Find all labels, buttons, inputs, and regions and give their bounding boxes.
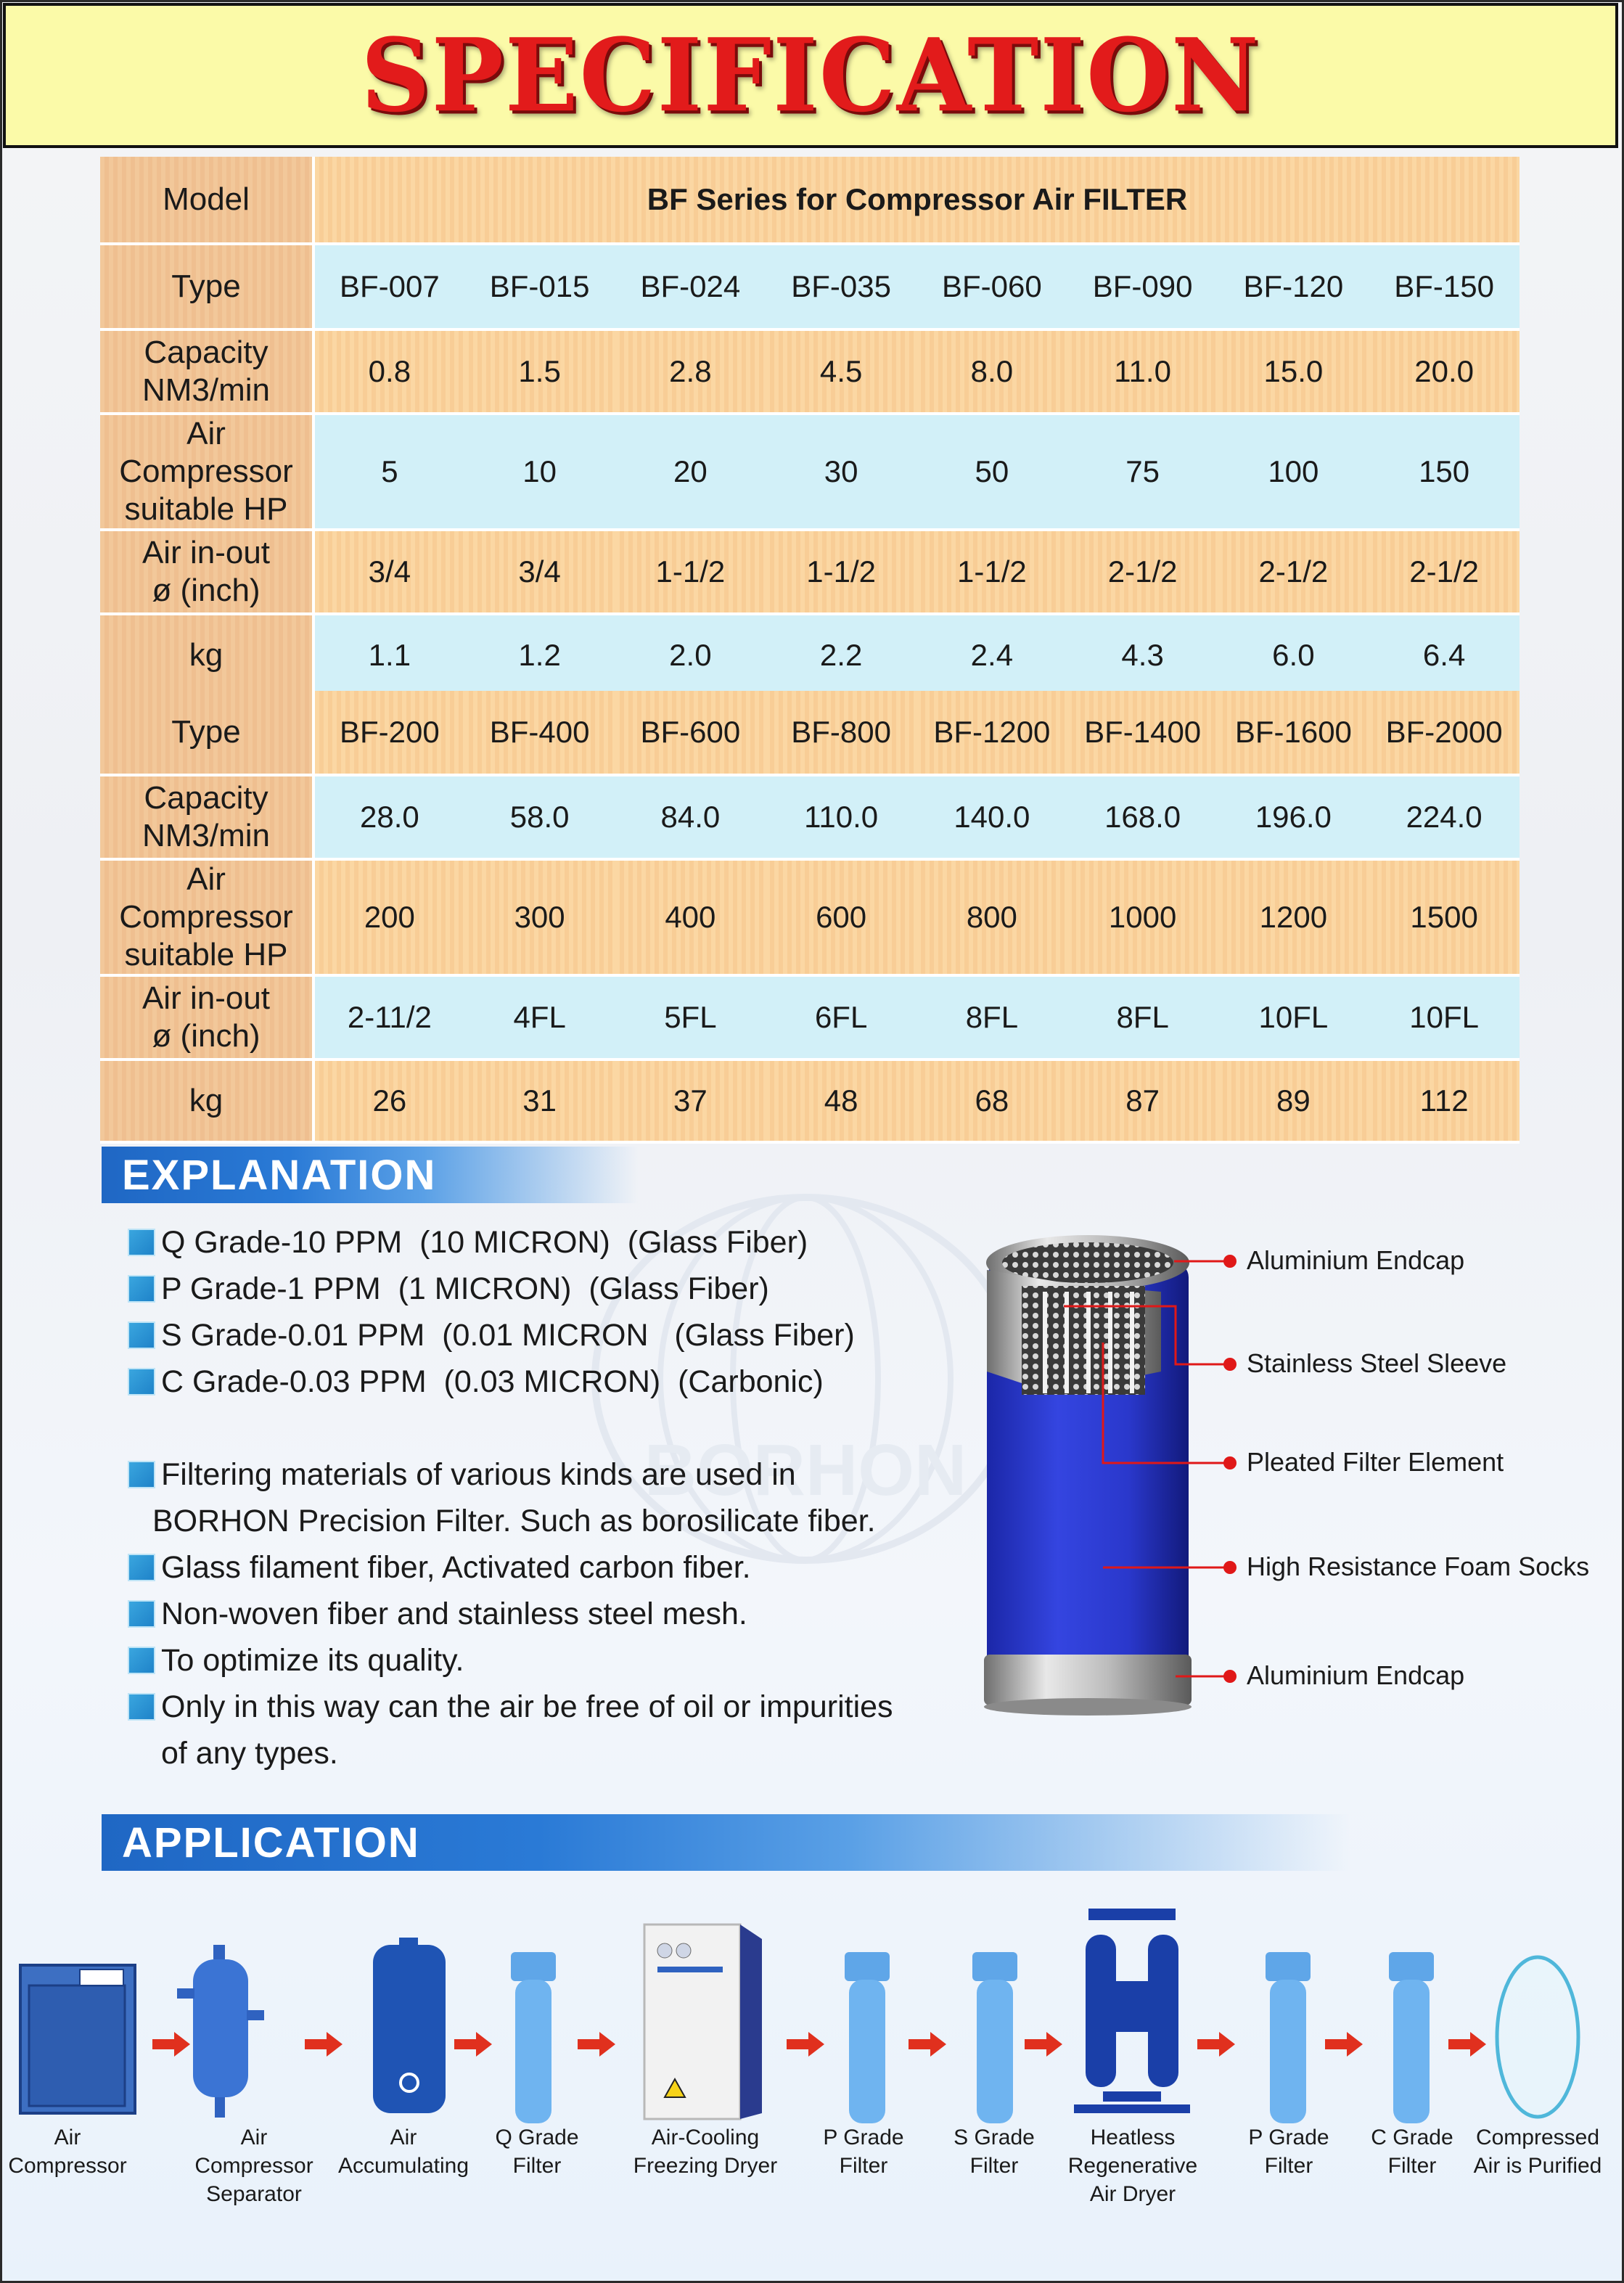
- air-tank-icon: [370, 1938, 450, 2119]
- capacity-cell: 224.0: [1369, 775, 1520, 859]
- kg-cell: 6.0: [1218, 614, 1369, 697]
- step-label-freezing-dryer: Air-Cooling Freezing Dryer: [633, 2126, 778, 2178]
- note-item: of any types.: [161, 1736, 338, 1771]
- type-cell: BF-060: [916, 244, 1067, 329]
- capacity-row: [100, 329, 1520, 414]
- step-label-heatless-dryer: Heatless Regenerative Air Dryer: [1067, 2126, 1198, 2206]
- hp-row: [100, 414, 1520, 530]
- application-heading: APPLICATION: [102, 1814, 1350, 1871]
- capacity-cell: 20.0: [1369, 329, 1520, 414]
- grade-item: P Grade-1 PPM (1 MICRON) (Glass Fiber): [128, 1266, 893, 1312]
- hp-row: [100, 859, 1520, 975]
- type-cell: BF-2000: [1369, 691, 1520, 775]
- hp-label: Air Compressor suitable HP: [100, 859, 313, 975]
- type-cell: BF-1200: [916, 691, 1067, 775]
- p-grade-filter-icon: [842, 1952, 893, 2129]
- flow-arrow-icon: [305, 2032, 343, 2057]
- square-bullet-icon: [128, 1461, 155, 1488]
- capacity-cell: 28.0: [313, 775, 464, 859]
- step-label-q-filter: Q Grade Filter: [495, 2126, 579, 2178]
- hp-cell: 50: [916, 414, 1067, 530]
- hp-cell: 5: [313, 414, 464, 530]
- step-label-separator: Air Compressor Separator: [194, 2126, 313, 2206]
- type-cell: BF-400: [464, 691, 615, 775]
- square-bullet-icon: [128, 1693, 155, 1721]
- capacity-cell: 15.0: [1218, 329, 1369, 414]
- callout-high-resistance-foam-socks: High Resistance Foam Socks: [1247, 1552, 1590, 1581]
- kg-cell: 4.3: [1067, 614, 1218, 697]
- type-cell: BF-024: [615, 244, 766, 329]
- step-label-p-filter: P Grade Filter: [823, 2126, 904, 2178]
- hp-cell: 10: [464, 414, 615, 530]
- type-cell: BF-150: [1369, 244, 1520, 329]
- grade-item: Q Grade-10 PPM (10 MICRON) (Glass Fiber): [128, 1219, 893, 1266]
- type-label: Type: [100, 691, 313, 775]
- capacity-label: Capacity NM3/min: [100, 775, 313, 859]
- type-row: [100, 244, 1520, 329]
- flow-arrow-icon: [909, 2032, 946, 2057]
- hp-cell: 20: [615, 414, 766, 530]
- callout-aluminium-endcap-top: Aluminium Endcap: [1247, 1245, 1465, 1275]
- air-cell: 10FL: [1218, 975, 1369, 1059]
- step-label-air-compressor: Air Compressor: [8, 2126, 127, 2178]
- explanation-list: [128, 1219, 893, 1776]
- hp-cell: 100: [1218, 414, 1369, 530]
- flow-arrow-icon: [454, 2032, 492, 2057]
- type-cell: BF-120: [1218, 244, 1369, 329]
- air-cell: 2-1/2: [1067, 530, 1218, 614]
- hp-cell: 150: [1369, 414, 1520, 530]
- page-title: SPECIFICATION: [361, 16, 1260, 135]
- square-bullet-icon: [128, 1275, 155, 1303]
- kg-cell: 37: [615, 1059, 766, 1142]
- hp-cell: 75: [1067, 414, 1218, 530]
- hp-cell: 1200: [1218, 859, 1369, 975]
- air-cell: 2-1/2: [1369, 530, 1520, 614]
- kg-cell: 26: [313, 1059, 464, 1142]
- air-cell: 2-1/2: [1218, 530, 1369, 614]
- air-row: [100, 530, 1520, 614]
- kg-cell: 6.4: [1369, 614, 1520, 697]
- square-bullet-icon: [128, 1554, 155, 1581]
- hp-cell: 30: [766, 414, 916, 530]
- step-label-s-filter: S Grade Filter: [954, 2126, 1035, 2178]
- capacity-cell: 11.0: [1067, 329, 1218, 414]
- p-grade-filter-icon: [1263, 1952, 1313, 2129]
- s-grade-filter-icon: [969, 1952, 1020, 2129]
- air-separator-icon: [177, 1945, 264, 2119]
- kg-cell: 89: [1218, 1059, 1369, 1142]
- step-label-p-filter-2: P Grade Filter: [1248, 2126, 1329, 2178]
- kg-cell: 48: [766, 1059, 916, 1142]
- air-compressor-icon: [19, 1964, 138, 2116]
- square-bullet-icon: [128, 1229, 155, 1256]
- capacity-cell: 84.0: [615, 775, 766, 859]
- square-bullet-icon: [128, 1600, 155, 1628]
- flow-arrow-icon: [1325, 2032, 1363, 2057]
- type-cell: BF-090: [1067, 244, 1218, 329]
- step-label-purified-air: Compressed Air is Purified: [1473, 2126, 1602, 2178]
- type-cell: BF-200: [313, 691, 464, 775]
- model-title: BF Series for Compressor Air FILTER: [313, 157, 1520, 244]
- air-cell: 1-1/2: [916, 530, 1067, 614]
- capacity-cell: 58.0: [464, 775, 615, 859]
- kg-cell: 2.2: [766, 614, 916, 697]
- hp-cell: 400: [615, 859, 766, 975]
- capacity-cell: 168.0: [1067, 775, 1218, 859]
- flow-arrow-icon: [1025, 2032, 1062, 2057]
- note-item: Filtering materials of various kinds are used in: [128, 1451, 893, 1498]
- square-bullet-icon: [128, 1321, 155, 1349]
- capacity-label: Capacity NM3/min: [100, 329, 313, 414]
- explanation-heading: EXPLANATION: [102, 1147, 639, 1203]
- step-label-accumulating: Air Accumulating: [337, 2126, 469, 2178]
- spec-table-1: [100, 157, 1520, 698]
- air-label: Air in-out ø (inch): [100, 530, 313, 614]
- air-label: Air in-out ø (inch): [100, 975, 313, 1059]
- kg-cell: 68: [916, 1059, 1067, 1142]
- flow-arrow-icon: [1448, 2032, 1486, 2057]
- flow-arrow-icon: [578, 2032, 615, 2057]
- capacity-cell: 4.5: [766, 329, 916, 414]
- kg-row: [100, 614, 1520, 697]
- air-row: [100, 975, 1520, 1059]
- watermark-text: BORHON: [644, 1430, 967, 1511]
- air-cell: 4FL: [464, 975, 615, 1059]
- type-cell: BF-015: [464, 244, 615, 329]
- grade-item: C Grade-0.03 PPM (0.03 MICRON) (Carbonic): [128, 1358, 893, 1405]
- title-banner: [3, 3, 1618, 148]
- kg-cell: 112: [1369, 1059, 1520, 1142]
- capacity-cell: 2.8: [615, 329, 766, 414]
- kg-label: kg: [100, 1059, 313, 1142]
- capacity-cell: 140.0: [916, 775, 1067, 859]
- q-grade-filter-icon: [508, 1952, 559, 2129]
- capacity-cell: 8.0: [916, 329, 1067, 414]
- square-bullet-icon: [128, 1647, 155, 1674]
- capacity-cell: 196.0: [1218, 775, 1369, 859]
- capacity-cell: 0.8: [313, 329, 464, 414]
- hp-cell: 1500: [1369, 859, 1520, 975]
- heatless-dryer-icon: [1074, 1909, 1190, 2126]
- kg-cell: 2.4: [916, 614, 1067, 697]
- hp-cell: 200: [313, 859, 464, 975]
- kg-cell: 2.0: [615, 614, 766, 697]
- flow-arrow-icon: [152, 2032, 190, 2057]
- grade-item: S Grade-0.01 PPM (0.01 MICRON (Glass Fiber): [128, 1312, 893, 1358]
- model-label: Model: [100, 157, 313, 244]
- hp-cell: 600: [766, 859, 916, 975]
- kg-label: kg: [100, 614, 313, 697]
- air-cell: 3/4: [313, 530, 464, 614]
- hp-cell: 1000: [1067, 859, 1218, 975]
- air-cell: 3/4: [464, 530, 615, 614]
- step-label-c-filter: C Grade Filter: [1371, 2126, 1453, 2178]
- callout-pleated-filter-element: Pleated Filter Element: [1247, 1447, 1504, 1477]
- flow-arrow-icon: [1197, 2032, 1235, 2057]
- type-cell: BF-800: [766, 691, 916, 775]
- type-cell: BF-007: [313, 244, 464, 329]
- air-cell: 10FL: [1369, 975, 1520, 1059]
- note-item: To optimize its quality.: [128, 1637, 893, 1684]
- square-bullet-icon: [128, 1368, 155, 1395]
- type-cell: BF-035: [766, 244, 916, 329]
- air-cell: 5FL: [615, 975, 766, 1059]
- air-cell: 1-1/2: [766, 530, 916, 614]
- air-cell: 8FL: [916, 975, 1067, 1059]
- capacity-row: [100, 775, 1520, 859]
- freezing-dryer-icon: [643, 1923, 763, 2122]
- air-cell: 6FL: [766, 975, 916, 1059]
- air-cell: 1-1/2: [615, 530, 766, 614]
- model-row: [100, 157, 1520, 244]
- type-label: Type: [100, 244, 313, 329]
- kg-cell: 1.1: [313, 614, 464, 697]
- hp-label: Air Compressor suitable HP: [100, 414, 313, 530]
- note-item: BORHON Precision Filter. Such as borosilicate fiber.: [152, 1504, 876, 1538]
- callout-aluminium-endcap-bottom: Aluminium Endcap: [1247, 1660, 1465, 1690]
- air-cell: 8FL: [1067, 975, 1218, 1059]
- purified-air-icon: [1492, 1952, 1583, 2122]
- capacity-cell: 110.0: [766, 775, 916, 859]
- hp-cell: 300: [464, 859, 615, 975]
- type-row: [100, 691, 1520, 775]
- kg-row: [100, 1059, 1520, 1142]
- capacity-cell: 1.5: [464, 329, 615, 414]
- kg-cell: 1.2: [464, 614, 615, 697]
- type-cell: BF-1400: [1067, 691, 1218, 775]
- callout-stainless-steel-sleeve: Stainless Steel Sleeve: [1247, 1348, 1507, 1378]
- air-cell: 2-11/2: [313, 975, 464, 1059]
- kg-cell: 87: [1067, 1059, 1218, 1142]
- flow-arrow-icon: [787, 2032, 824, 2057]
- note-item: Glass filament fiber, Activated carbon fiber.: [128, 1544, 893, 1591]
- type-cell: BF-600: [615, 691, 766, 775]
- note-item: Non-woven fiber and stainless steel mesh.: [128, 1591, 893, 1637]
- type-cell: BF-1600: [1218, 691, 1369, 775]
- spec-table-2: [100, 691, 1520, 1144]
- hp-cell: 800: [916, 859, 1067, 975]
- filter-cutaway-diagram: [980, 1219, 1618, 1742]
- note-item: Only in this way can the air be free of oil or impurities: [128, 1684, 893, 1730]
- c-grade-filter-icon: [1386, 1952, 1437, 2129]
- kg-cell: 31: [464, 1059, 615, 1142]
